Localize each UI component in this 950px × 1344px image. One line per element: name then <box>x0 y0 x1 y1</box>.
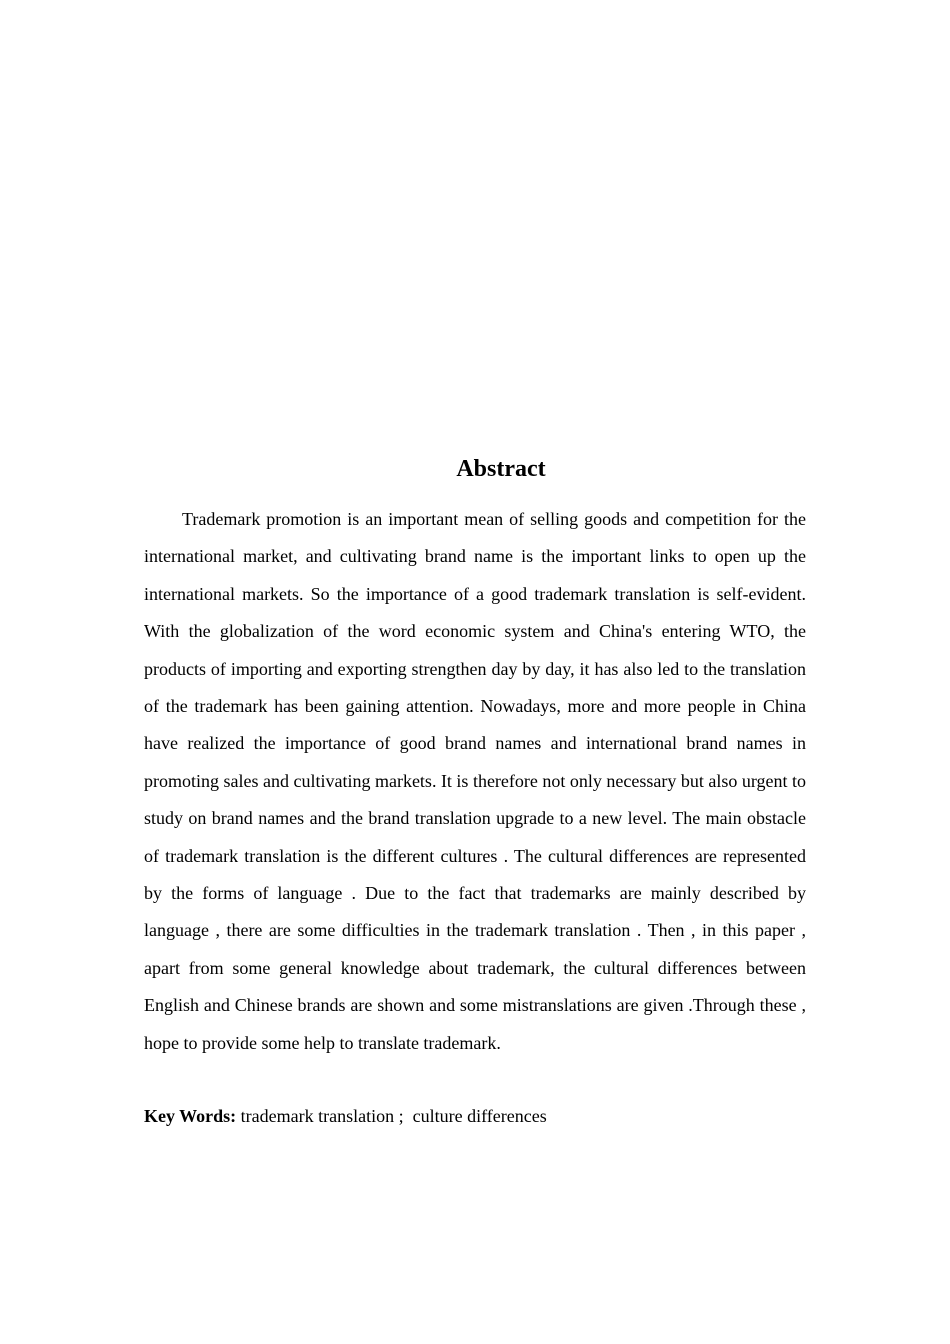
abstract-body: Trademark promotion is an important mean of selling goods and competition for the international market, and cultivating brand name is the important links to open up the international markets. So the importance of a good trademark translation is self-evident. With the globalization of the word economic system and China's entering WTO, the products of importing and exporting strengthen day by day, it has also led to the translation of the trademark has been gaining attention. Nowadays, more and more people in China have realized the importance of good brand names and international brand names in promoting sales and cultivating markets. It is therefore not only necessary but also urgent to study on brand names and the brand translation upgrade to a new level. The main obstacle of trademark translation is the different cultures . The cultural differences are represented by the forms of language . Due to the fact that trademarks are mainly described by language , there are some difficulties in the trademark translation . Then , in this paper , apart from some general knowledge about trademark, the cultural differences between English and Chinese brands are shown and some mistranslations are given .Through these , hope to provide some help to translate trademark. <box>144 509 807 1053</box>
keywords-label: Key Words: <box>144 1106 237 1126</box>
keywords-line <box>144 1103 806 1129</box>
keyword-item: trademark translation <box>240 1106 395 1126</box>
keyword-separator: ; <box>394 1106 413 1126</box>
keyword-item: culture differences <box>412 1106 547 1126</box>
abstract-title: Abstract <box>456 456 546 482</box>
